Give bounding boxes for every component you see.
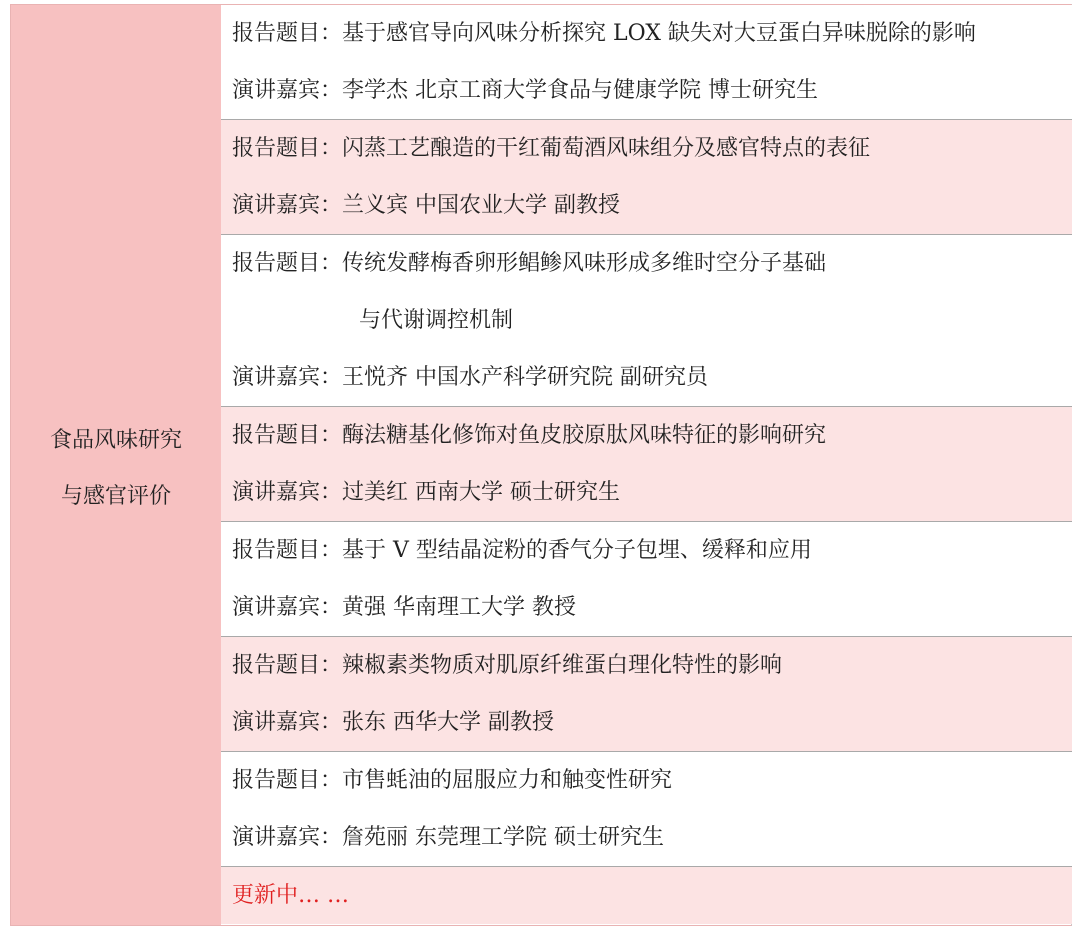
talk-row [221,752,1072,867]
talk-row [221,522,1072,637]
talk-speaker-line [232,694,1072,751]
talk-speaker: 詹苑丽 东莞理工学院 硕士研究生 [342,825,665,850]
talk-title-label: 报告题目： [232,136,343,161]
talk-title-line [232,752,1072,809]
talk-speaker: 兰义宾 中国农业大学 副教授 [342,193,621,218]
talk-speaker-label: 演讲嘉宾： [232,825,343,850]
talk-title-line [232,120,1072,177]
talk-title: 基于 V 型结晶淀粉的香气分子包埋、缓释和应用 [342,538,812,563]
talk-speaker: 过美红 西南大学 硕士研究生 [342,480,621,505]
talk-speaker-line [232,809,1072,866]
talk-title: 基于感官导向风味分析探究 LOX 缺失对大豆蛋白异味脱除的影响 [342,21,976,46]
talk-title-line [232,235,1072,292]
talk-speaker: 王悦齐 中国水产科学研究院 副研究员 [342,365,709,390]
schedule-table [10,4,1072,926]
talk-speaker: 李学杰 北京工商大学食品与健康学院 博士研究生 [342,78,819,103]
session-name-line2: 与感官评价 [60,484,171,509]
talk-title-line [232,522,1072,579]
talk-speaker-label: 演讲嘉宾： [232,480,343,505]
talk-title-line [232,5,1072,62]
talk-speaker-label: 演讲嘉宾： [232,193,343,218]
talk-title-line [232,407,1072,464]
talk-speaker-label: 演讲嘉宾： [232,365,343,390]
talk-row [221,637,1072,752]
talk-row [221,235,1072,407]
talk-title-continuation: 与代谢调控机制 [359,308,514,333]
talk-title: 传统发酵梅香卵形鲳鲹风味形成多维时空分子基础 [342,251,827,276]
talk-title-line [232,637,1072,694]
talk-speaker: 张东 西华大学 副教授 [342,710,555,735]
session-name [11,413,221,525]
talk-speaker: 黄强 华南理工大学 教授 [342,595,577,620]
talk-row [221,407,1072,522]
talk-title: 市售蚝油的屈服应力和触变性研究 [342,768,673,793]
talk-speaker-line [232,579,1072,636]
talk-title-label: 报告题目： [232,251,343,276]
talk-title: 闪蒸工艺酿造的干红葡萄酒风味组分及感官特点的表征 [342,136,871,161]
talk-title: 辣椒素类物质对肌原纤维蛋白理化特性的影响 [342,653,783,678]
updating-text: 更新中… … [232,883,349,908]
talk-speaker-label: 演讲嘉宾： [232,710,343,735]
talk-title-label: 报告题目： [232,768,343,793]
updating-row [221,867,1072,924]
talk-speaker-line [232,177,1072,234]
talk-title-label: 报告题目： [232,21,343,46]
talk-row [221,5,1072,120]
talk-speaker-line [232,62,1072,119]
talk-title-label: 报告题目： [232,423,343,448]
talk-speaker-label: 演讲嘉宾： [232,595,343,620]
talk-title-label: 报告题目： [232,653,343,678]
talk-speaker-line [232,464,1072,521]
talk-speaker-line [232,349,1072,406]
talk-title-label: 报告题目： [232,538,343,563]
session-column [11,5,221,925]
talk-list [221,5,1072,924]
talk-speaker-label: 演讲嘉宾： [232,78,343,103]
session-name-line1: 食品风味研究 [49,428,182,453]
talk-title: 酶法糖基化修饰对鱼皮胶原肽风味特征的影响研究 [342,423,827,448]
talk-row [221,120,1072,235]
